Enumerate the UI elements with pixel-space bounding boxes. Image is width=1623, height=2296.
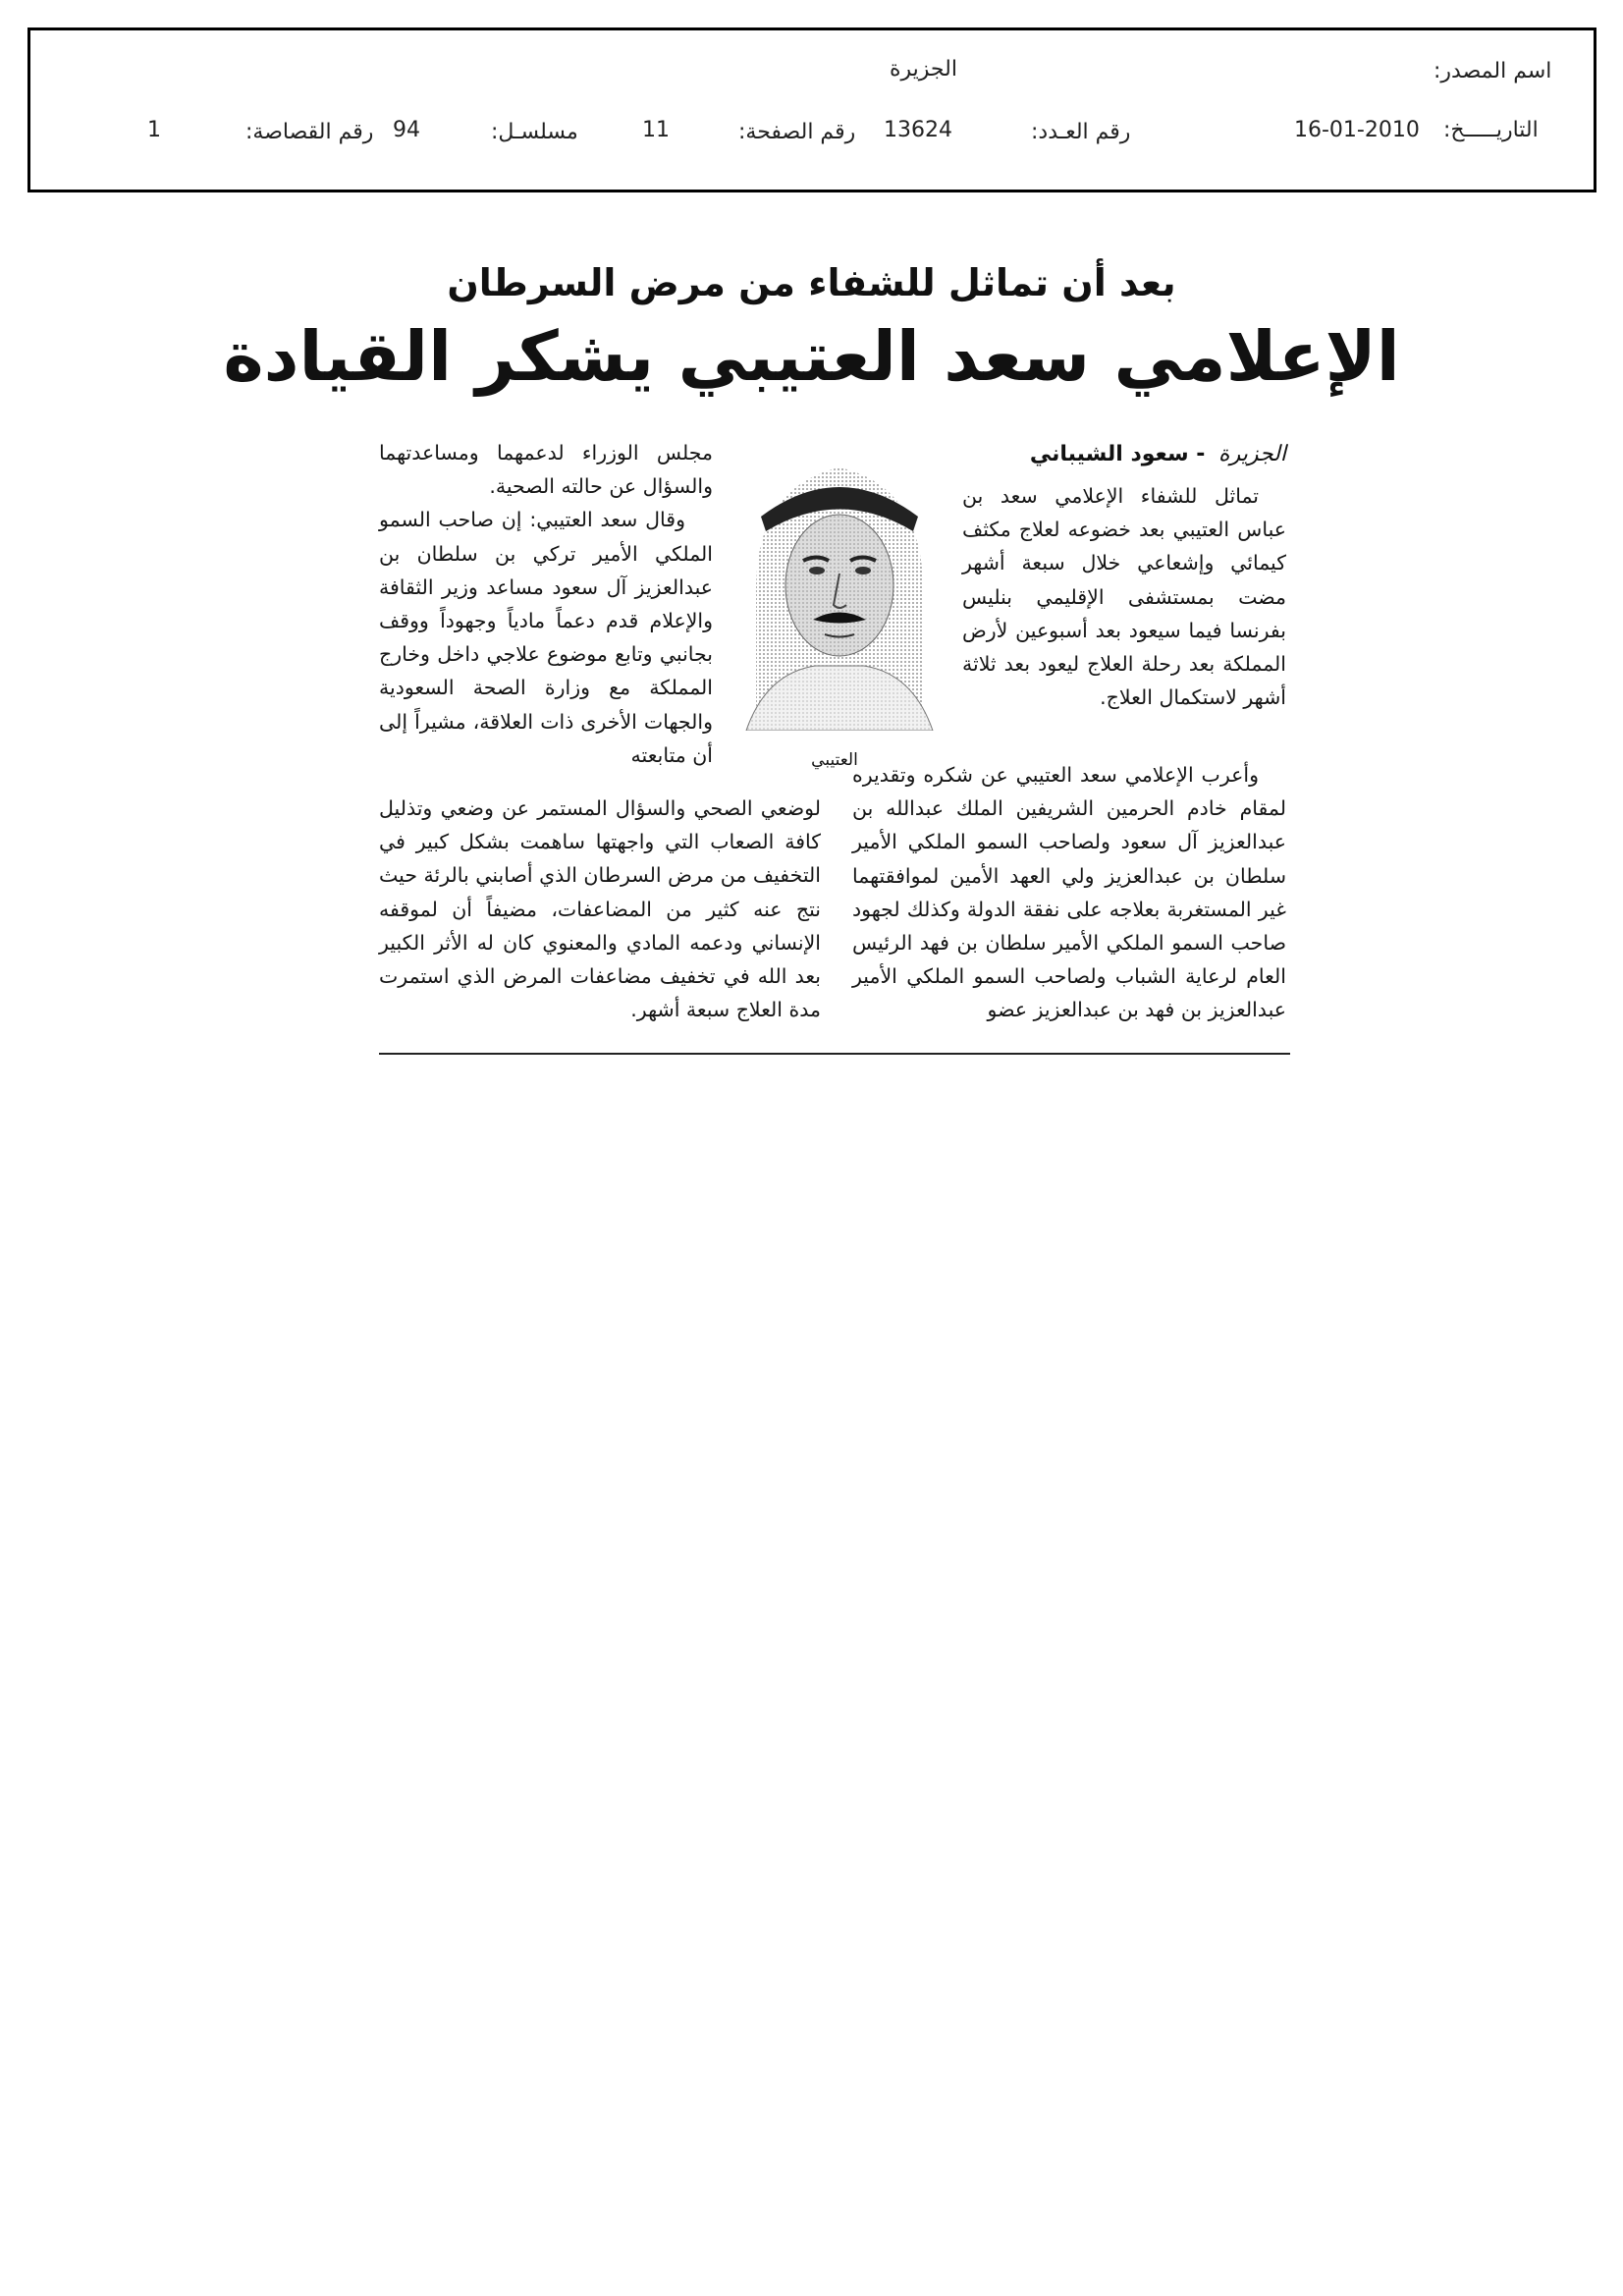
article-column-right-bottom bbox=[852, 758, 1286, 1027]
issue-value: 13624 bbox=[884, 118, 952, 142]
article-column-left-bottom bbox=[379, 792, 821, 1026]
paragraph: وقال سعد العتيبي: إن صاحب السمو الملكي الأمير تركي بن سلطان بن عبدالعزيز آل سعود مساعد وزير الثقافة والإعلام قدم دعماً مادياً وجهوداً ووقف بجانبي وتابع موضوع علاجي داخل وخارج المملكة مع وزارة الصحة السعودية والجهات الأخرى ذات العلاقة، مشيراً إلى أن متابعته bbox=[379, 508, 713, 767]
article-kicker: بعد أن تماثل للشفاء من مرض السرطان bbox=[447, 261, 1176, 304]
source-value: الجزيرة bbox=[890, 57, 957, 82]
paragraph: مجلس الوزراء لدعمهما ومساعدتهما والسؤال عن حالته الصحية. bbox=[379, 441, 713, 499]
date-label: التاريـــــخ: bbox=[1443, 118, 1539, 142]
byline bbox=[972, 442, 1286, 466]
paragraph: وأعرب الإعلامي سعد العتيبي عن شكره وتقديره لمقام خادم الحرمين الشريفين الملك عبدالله بن عبدالعزيز آل سعود ولصاحب السمو الملكي الأمير سلطان بن عبدالعزيز ولي العهد الأمين لموافقتهما غير المستغربة بعلاجه على نفقة الدولة وكذلك لجهود صاحب السمو الملكي الأمير سلطان بن فهد الرئيس العام لرعاية الشباب ولصاحب السمو الملكي الأمير عبدالعزيز بن فهد بن عبدالعزيز عضو bbox=[852, 763, 1286, 1022]
date-value: 16-01-2010 bbox=[1294, 118, 1420, 142]
issue-label: رقم العـدد: bbox=[1031, 120, 1131, 144]
serial-label: مسلسـل: bbox=[491, 120, 578, 144]
photo-caption: العتيبي bbox=[811, 750, 858, 770]
paragraph: لوضعي الصحي والسؤال المستمر عن وضعي وتذليل كافة الصعاب التي واجهتها ساهمت بشكل كبير في التخفيف من مرض السرطان الذي أصابني بالرئة حيث نتج عنه كثير من المضاعفات، مضيفاً أن لموقفه الإنساني ودعمه المادي والمعنوي كان له الأثر الكبير بعد الله في تخفيف مضاعفات المرض الذي استمرت مدة العلاج سبعة أشهر. bbox=[379, 796, 821, 1022]
portrait-image bbox=[727, 448, 952, 731]
byline-author: - سعود الشيباني bbox=[1029, 442, 1206, 466]
byline-publication: الجزيرة bbox=[1218, 442, 1286, 466]
author-photo bbox=[727, 448, 952, 731]
article-column-left bbox=[379, 436, 713, 772]
page-value: 11 bbox=[642, 118, 670, 142]
clipping-header-box bbox=[27, 27, 1596, 192]
article-headline: الإعلامي سعد العتيبي يشكر القيادة bbox=[223, 316, 1400, 397]
clip-label: رقم القصاصة: bbox=[245, 120, 374, 144]
serial-value: 94 bbox=[393, 118, 420, 142]
source-label: اسم المصدر: bbox=[1434, 59, 1552, 83]
paragraph: تماثل للشفاء الإعلامي سعد بن عباس العتيبي بعد خضوعه لعلاج مكثف كيمائي وإشعاعي خلال سبعة أشهر مضت بمستشفى الإقليمي بنليس بفرنسا فيما سيعود بعد أسبوعين لأرض المملكة بعد رحلة العلاج ليعود بعد ثلاثة أشهر لاستكمال العلاج. bbox=[962, 484, 1286, 710]
article-end-rule bbox=[379, 1053, 1290, 1055]
page-label: رقم الصفحة: bbox=[738, 120, 856, 144]
clip-value: 1 bbox=[147, 118, 161, 142]
article-column-right-top bbox=[962, 479, 1286, 714]
